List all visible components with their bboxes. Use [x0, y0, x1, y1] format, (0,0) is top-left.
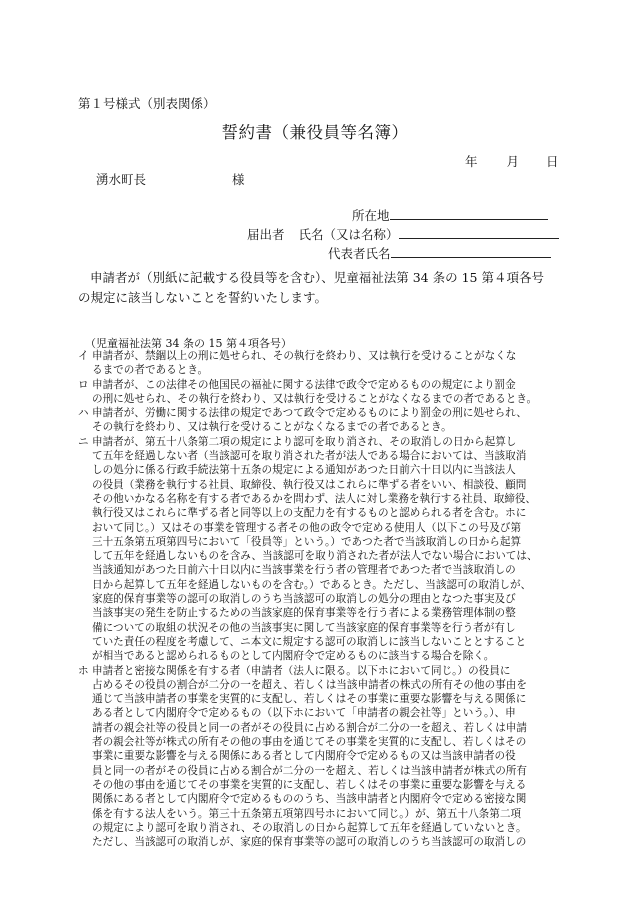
representative-input-line[interactable]: [391, 245, 551, 258]
addressee: [96, 170, 245, 188]
clause-line: しの処分に係る行政手続法第十五条の規定による通知があつた日前六十日以内に当該法人: [92, 464, 516, 477]
clause-mark: ホ: [78, 664, 89, 677]
date-month: 月: [506, 154, 520, 169]
date-year: 年: [465, 154, 478, 169]
clause-item: [78, 664, 558, 850]
clause-line: 当該事実の発生を防止するための当該家庭的保育事業等を行う者による業務管理体制の整: [92, 607, 516, 620]
filer-label: 届出者: [247, 227, 285, 242]
addressee-name: 湧水町長: [96, 172, 147, 187]
clause-item: [78, 406, 558, 435]
clause-line: 三十五条第五項第四号において「役員等」という。）であつた者で当該取消しの日から起算: [92, 535, 522, 548]
clause-line: おいて同じ。）又はその事業を管理する者その他の政令で定める使用人（以下この号及び第: [92, 521, 522, 534]
clause-line: 執行役又はこれらに準ずる者と同等以上の支配力を有するものと認められる者を含む。ホに: [92, 507, 527, 520]
clause-line: 係を有する法人をいう。第三十五条第五項第四号ホにおいて同じ。）が、第五十八条第二項: [92, 807, 522, 820]
clause-mark: ロ: [78, 378, 89, 391]
name-field: [247, 225, 559, 243]
clause-line: の規定により認可を取り消され、その取消しの日から起算して五年を経過していないとき。: [92, 821, 527, 834]
address-field: [352, 206, 548, 224]
pledge-statement: 申請者が（別紙に記載する役員等を含む）、児童福祉法第 34 条の 15 第４項各号の規定に該当しないことを誓約いたします。: [78, 270, 544, 305]
clause-line: 申請者が、第五十八条第二項の規定により認可を取り消され、その取消しの日から起算し: [92, 435, 517, 448]
clause-item: [78, 378, 558, 407]
clause-line: 関係にある者として内閣府令で定めるもののうち、当該申請者と内閣府令で定める密接な関: [92, 793, 527, 806]
address-input-line[interactable]: [390, 207, 548, 220]
clause-line: 申請者が、労働に関する法律の規定であつて政令で定めるものにより罰金の刑に処せられ、: [92, 407, 527, 420]
clause-text: [92, 349, 558, 378]
clause-line: その執行を終わり、又は執行を受けることがなくなるまでの者であるとき。: [92, 421, 452, 434]
clause-line: 事業に重要な影響を与える関係にある者として内閣府令で定めるもの又は当該申請者の役: [92, 750, 516, 763]
clause-line: その他の事由を通じてその事業を実質的に支配し、若しくはその事業に重要な影響を与える: [92, 778, 527, 791]
clause-line: 備についての取組の状況その他の当該事実に関して当該家庭的保育事業等を行う者が有し: [92, 621, 516, 634]
name-label: 氏名（又は名称）: [298, 227, 399, 242]
page-title: 誓約書（兼役員等名簿）: [221, 123, 409, 142]
clause-line: の役員（業務を執行する社員、取締役、執行役又はこれらに準ずる者をいい、相談役、顧問: [92, 478, 527, 491]
clause-line: 通じて当該申請者の事業を実質的に支配し、若しくはその事業に重要な影響を与える関係に: [92, 693, 527, 706]
clause-line: 家庭的保育事業等の認可の取消しのうち当該認可の取消しの処分の理由となつた事実及び: [92, 593, 516, 606]
address-label: 所在地: [352, 208, 390, 223]
clause-line: 当該通知があつた日前六十日以内に当該事業を行う者の管理者であつた者で当該取消しの: [92, 564, 516, 577]
clause-item: [78, 349, 558, 378]
clause-line: 申請者と密接な関係を有する者（申請者（法人に限る。以下ホにおいて同じ。）の役員に: [92, 664, 511, 677]
clause-item: [78, 435, 558, 664]
clause-mark: ニ: [78, 435, 89, 448]
clause-mark: イ: [78, 350, 89, 362]
representative-field: [328, 244, 551, 262]
representative-label: 代表者氏名: [328, 246, 391, 261]
clause-line: 日から起算して五年を経過しないものを含む。）であるとき。ただし、当該認可の取消しが、: [92, 578, 532, 591]
clause-mark: ハ: [78, 407, 89, 420]
clause-line: るまでの者であるとき。: [92, 364, 209, 377]
clause-line: その他いかなる名称を有する者であるかを問わず、法人に対し業務を執行する社員、取締役、: [92, 492, 537, 505]
clause-line: て五年を経過しない者（当該認可を取り消された者が法人である場合においては、当該取消: [92, 450, 527, 463]
clause-list: [78, 349, 558, 849]
clause-line: して五年を経過しないものを含み、当該認可を取り消された者が法人でない場合においては、: [92, 550, 538, 563]
clause-line: ただし、当該認可の取消しが、家庭的保育事業等の認可の取消しのうち当該認可の取消しの: [92, 836, 527, 849]
date-day: 日: [546, 154, 559, 169]
clause-line: ていた責任の程度を考慮して、ニ本文に規定する認可の取消しに該当しないこととすること: [92, 635, 527, 648]
clause-text: [92, 435, 558, 664]
clause-text: [92, 664, 558, 850]
addressee-honorific: 様: [232, 172, 245, 187]
clause-line: の刑に処せられ、その執行を終わり、又は執行を受けることがなくなるまでの者であるとき。: [92, 392, 538, 405]
clause-text: [92, 406, 558, 435]
clause-line: が相当であると認められるものとして内閣府令で定めるものに該当する場合を除く。: [92, 650, 495, 663]
clause-line: 者の親会社等が株式の所有その他の事由を通じてその事業を実質的に支配し、若しくはその: [92, 736, 527, 749]
clause-line: 請者の親会社等の役員と同一の者がその役員に占める割合が二分の一を超え、若しくは申請: [92, 721, 527, 734]
clause-line: 申請者が、禁錮以上の刑に処せられ、その執行を終わり、又は執行を受けることがなくな: [92, 350, 517, 362]
clause-line: 申請者が、この法律その他国民の福祉に関する法律で政令で定めるものの規定により罰金: [92, 378, 516, 391]
law-heading: （児童福祉法第 34 条の 15 第４項各号）: [85, 337, 292, 350]
form-number: 第１号様式（別表関係）: [78, 96, 216, 111]
clause-line: 占めるその役員の割合が二分の一を超え、若しくは当該申請者の株式の所有その他の事由を: [92, 678, 527, 691]
clause-text: [92, 378, 558, 407]
clause-line: 員と同一の者がその役員に占める割合が二分の一を超え、若しくは当該申請者が株式の所有: [92, 764, 527, 777]
clause-line: ある者として内閣府令で定めるもの（以下ホにおいて「申請者の親会社等」という。）、申: [92, 707, 516, 720]
date-line: [465, 152, 559, 170]
name-input-line[interactable]: [399, 226, 559, 239]
